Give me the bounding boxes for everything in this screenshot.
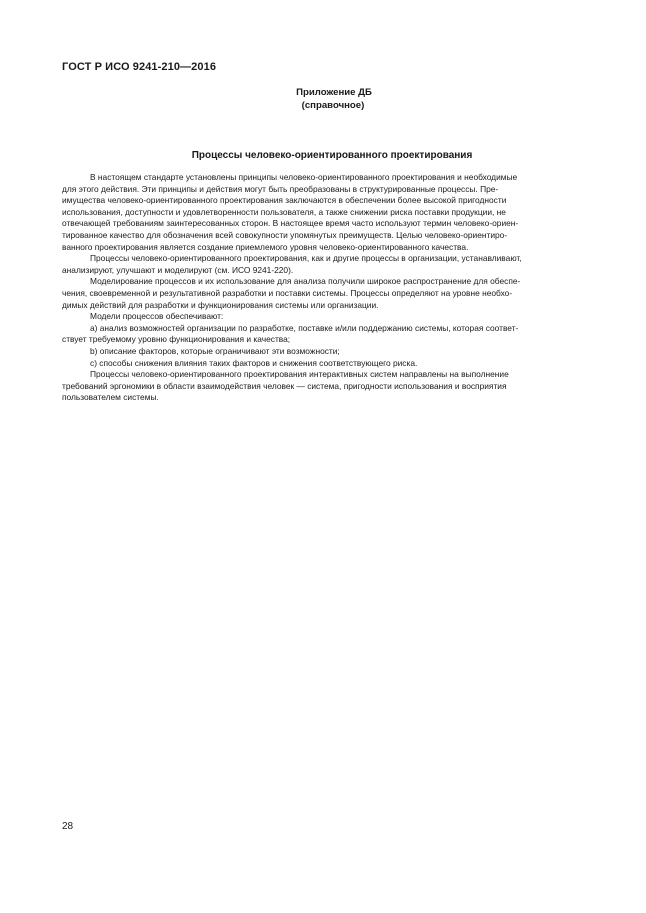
text-line: использования, доступности и удовлетворенности пользователя, а также снижении риска поставки продукции, не	[62, 206, 506, 217]
text-line: Модели процессов обеспечивают:	[90, 311, 224, 322]
body-text	[62, 172, 599, 404]
text-line: тированное качество для обозначения всей совокупности упомянутых преимуществ. Целью человеко-ориентиро-	[62, 229, 508, 240]
section-title: Процессы человеко-ориентированного проектирования	[191, 150, 473, 161]
page-number: 28	[62, 821, 74, 832]
text-line: имущества человеко-ориентированного проектирования заключаются в обеспечении более высокой пригодности	[62, 195, 507, 206]
text-line: анализируют, улучшают и моделируют (см. ИСО 9241-220).	[62, 264, 294, 275]
appendix-subtitle: (справочное)	[301, 100, 365, 111]
text-line: ванного проектирования является создание приемлемого уровня человеко-ориентированного качества.	[62, 241, 469, 252]
appendix-heading	[0, 86, 646, 112]
text-line: c) способы снижения влияния таких факторов и снижения соответствующего риска.	[90, 357, 418, 368]
text-line: пользователем системы.	[62, 392, 159, 403]
text-line: Процессы человеко-ориентированного проектирования, как и другие процессы в организации, устанавливают,	[90, 253, 522, 264]
text-line: для этого действия. Эти принципы и действия могут быть преобразованы в структурированные процессы. Пре-	[62, 183, 499, 194]
text-line: Процессы человеко-ориентированного проектирования интерактивных систем направлены на выполнение	[90, 369, 509, 380]
text-line: a) анализ возможностей организации по разработке, поставке и/или поддержанию системы, которая соответ-	[90, 322, 519, 333]
standard-code-header: ГОСТ Р ИСО 9241-210—2016	[62, 61, 217, 73]
text-line: В настоящем стандарте установлены принципы человеко-ориентированного проектирования и необходимые	[90, 172, 518, 182]
appendix-title: Приложение ДБ	[296, 87, 372, 98]
text-line: чения, своевременной и результативной разработки и поставки системы. Процессы определяют на уровне необхо-	[62, 287, 513, 298]
text-line: требований эргономики в области взаимодействия человек — система, пригодности использования и восприятия	[62, 380, 507, 391]
text-line: ствует требуемому уровню функционирования и качества;	[62, 334, 291, 345]
text-line: b) описание факторов, которые ограничивают эти возможности;	[90, 345, 340, 356]
text-line: отвечающей требованиям заинтересованных сторон. В настоящее время часто используют термин человеко-ориен-	[62, 218, 519, 229]
text-line: Моделирование процессов и их использование для анализа получили широкое распространение для обеспе-	[90, 276, 521, 287]
text-line: димых действий для разработки и функционирования системы или организации.	[62, 299, 379, 310]
